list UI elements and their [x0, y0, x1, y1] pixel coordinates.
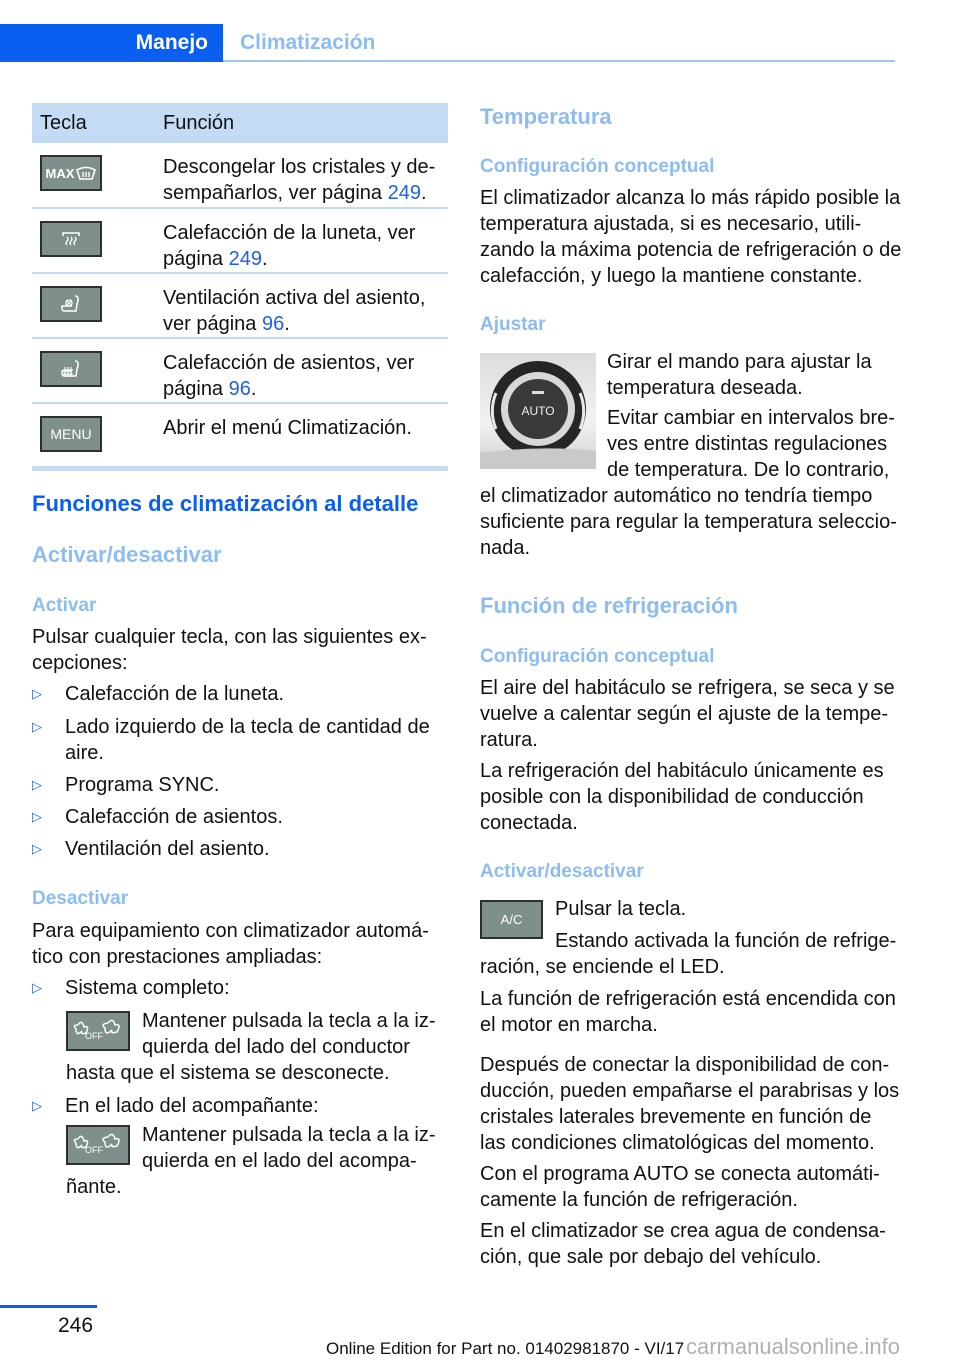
- page-link-249[interactable]: 249: [228, 248, 262, 270]
- ac-text-1: Pulsar la tecla.: [555, 898, 687, 920]
- max-defrost-icon: MAX: [40, 155, 102, 191]
- ac-key-icon: A/C: [480, 900, 543, 939]
- keys-table: [32, 103, 448, 471]
- refrigeracion-activar-heading: Activar/desactivar: [480, 861, 644, 882]
- subsection-title: Activar/desactivar: [32, 542, 222, 567]
- svg-text:OFF: OFF: [85, 1031, 103, 1041]
- temperatura-paragraph: El climatizador alcanza lo más rápido posible la temperatura ajustada, si es necesario, utili- zando la máxima potencia de refrigeración o de calefacción, y luego la mantiene constante.: [480, 187, 902, 287]
- refrigeracion-p5: Con el programa AUTO se conecta automáti- camente la función de refrigeración.: [480, 1163, 880, 1211]
- column-header-key: Tecla: [40, 111, 87, 134]
- refrigeracion-p3: La función de refrigeración está encendida con el motor en marcha.: [480, 988, 896, 1036]
- desactivar-intro: Para equipamiento con climatizador automá- tico con prestaciones ampliadas:: [32, 920, 429, 968]
- page-link-96[interactable]: 96: [228, 378, 251, 400]
- section-title: Funciones de climatización al detalle: [32, 491, 419, 516]
- column-header-function: Función: [163, 111, 235, 134]
- refrigeracion-title: Función de refrigeración: [480, 593, 738, 618]
- refrigeracion-p6: En el climatizador se crea agua de condensa- ción, que sale por debajo del vehículo.: [480, 1220, 886, 1268]
- chapter-tab[interactable]: Manejo: [0, 24, 223, 62]
- temperature-knob-image: [480, 353, 596, 469]
- section-tab[interactable]: Climatización: [240, 31, 376, 54]
- rear-window-heating-icon: [40, 221, 102, 257]
- triangle-bullet-icon: ▷: [32, 719, 42, 734]
- ajustar-text-a: Girar el mando para ajustar la temperatura deseada.: [607, 351, 872, 399]
- triangle-bullet-icon: ▷: [32, 1098, 42, 1113]
- refrigeracion-p1: El aire del habitáculo se refrigera, se seca y se vuelve a calentar según el ajuste de la tempe- ratura.: [480, 677, 895, 751]
- table-end-rule: [32, 466, 448, 471]
- item2-text: Mantener pulsada la tecla a la iz- quierda en el lado del acompa-: [142, 1124, 436, 1172]
- page-number: 246: [58, 1314, 94, 1337]
- item1-text: Mantener pulsada la tecla a la iz- quierda del lado del conductor: [142, 1010, 436, 1058]
- ac-text-2: Estando activada la función de refrige-: [555, 930, 897, 952]
- ajustar-heading: Ajustar: [480, 314, 546, 335]
- item2-text-cont: ñante.: [66, 1176, 122, 1198]
- svg-text:AUTO: AUTO: [521, 404, 555, 418]
- temperatura-title: Temperatura: [480, 104, 612, 129]
- table-row: MAX Descongelar los cristales y de- sempañarlos, ver página 249.: [32, 143, 448, 209]
- refrigeracion-p4: Después de conectar la disponibilidad de con- ducción, pueden empañarse el parabrisas y los cristales laterales brevemente en función de las condiciones climatológicas del momento.: [480, 1054, 900, 1154]
- triangle-bullet-icon: ▷: [32, 777, 42, 792]
- ac-text-2-cont: ración, se enciende el LED.: [480, 956, 725, 978]
- footer-rule: [0, 1305, 97, 1308]
- header-divider: [223, 60, 895, 62]
- ajustar-text-b-cont: el climatizador automático no tendría tiempo suficiente para regular la temperatura seleccio- nada.: [480, 485, 897, 559]
- table-header: [32, 103, 448, 143]
- refrigeracion-p2: La refrigeración del habitáculo únicamente es posible con la disponibilidad de conducción conectada.: [480, 760, 884, 834]
- seat-heating-icon: [40, 351, 102, 387]
- desactivar-heading: Desactivar: [32, 888, 129, 909]
- triangle-bullet-icon: ▷: [32, 686, 42, 701]
- fan-off-key-icon: [66, 1125, 130, 1165]
- table-row: MENU Abrir el menú Climatización.: [32, 404, 448, 454]
- refrigeracion-subtitle: Configuración conceptual: [480, 646, 715, 667]
- fan-off-key-icon: [66, 1011, 130, 1051]
- item1-text-cont: hasta que el sistema se desconecte.: [66, 1062, 390, 1084]
- edition-note: Online Edition for Part no. 01402981870 - VI/17: [326, 1339, 685, 1358]
- watermark: carmanualsonline.info: [686, 1334, 901, 1359]
- page-link-249[interactable]: 249: [387, 182, 421, 204]
- ajustar-text-b: Evitar cambiar en intervalos bre- ves entre distintas regulaciones de temperatura. De lo contrario,: [607, 407, 895, 481]
- triangle-bullet-icon: ▷: [32, 809, 42, 824]
- table-row: Calefacción de asientos, ver página 96.: [32, 339, 448, 404]
- seat-ventilation-icon: [40, 286, 102, 322]
- menu-key-icon: MENU: [40, 416, 102, 452]
- page-link-96[interactable]: 96: [261, 313, 285, 335]
- triangle-bullet-icon: ▷: [32, 980, 42, 995]
- table-row: Ventilación activa del asiento, ver página 96.: [32, 274, 448, 339]
- activar-intro: Pulsar cualquier tecla, con las siguientes ex- cepciones:: [32, 626, 427, 674]
- activar-heading: Activar: [32, 595, 97, 616]
- table-row: Calefacción de la luneta, ver página 249.: [32, 209, 448, 274]
- temperatura-subtitle: Configuración conceptual: [480, 156, 715, 177]
- triangle-bullet-icon: ▷: [32, 841, 42, 856]
- svg-text:OFF: OFF: [85, 1145, 103, 1155]
